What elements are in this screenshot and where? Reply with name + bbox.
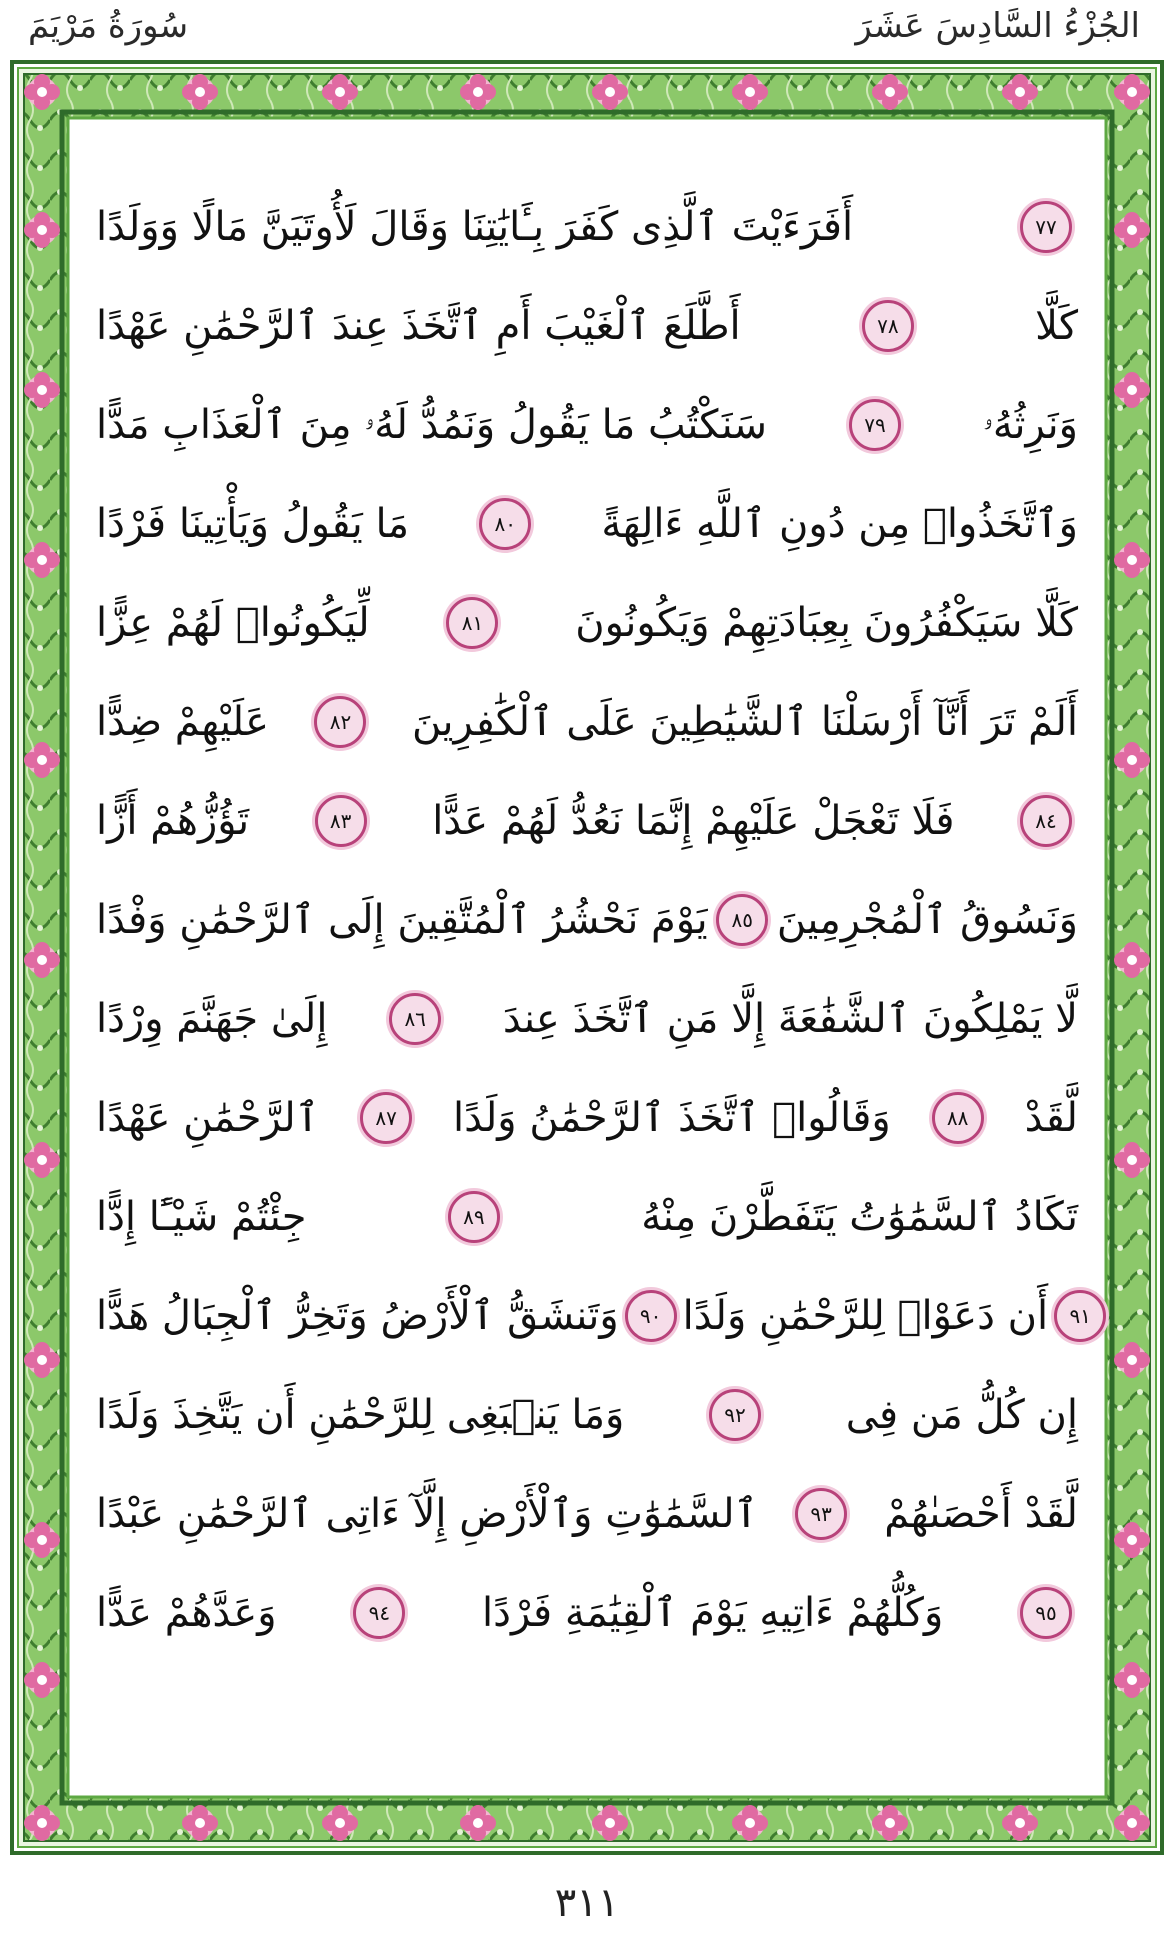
verse-text: كَلَّا [1035,303,1078,349]
text-line [96,376,1078,474]
verse-text: عَلَيْهِمْ ضِدًّا [96,699,270,745]
verse-text: كَلَّا سَيَكْفُرُونَ بِعِبَادَتِهِمْ وَيَكُونُونَ [575,600,1078,646]
verse-text: فَلَا تَعْجَلْ عَلَيْهِمْ إِنَّمَا نَعُدُّ لَهُمْ عَدًّا [432,798,955,844]
ayah-number-marker: ٨٣ [315,795,367,847]
ayah-number-marker: ٩٢ [709,1389,761,1441]
text-line [96,1168,1078,1266]
verse-text: ٱلسَّمَٰوَٰتِ وَٱلْأَرْضِ إِلَّآ ءَاتِى ٱلرَّحْمَٰنِ عَبْدًا [96,1491,758,1537]
verse-text: وَتَنشَقُّ ٱلْأَرْضُ وَتَخِرُّ ٱلْجِبَالُ هَدًّا [96,1293,619,1339]
verse-text: وَنَسُوقُ ٱلْمُجْرِمِينَ [776,897,1078,943]
verse-text: جِئْتُمْ شَيْـًٔا إِدًّا [96,1194,307,1240]
verse-text: وَمَا يَنۢبَغِى لِلرَّحْمَٰنِ أَن يَتَّخِذَ وَلَدًا [96,1392,625,1438]
verse-text: أَطَّلَعَ ٱلْغَيْبَ أَمِ ٱتَّخَذَ عِندَ ٱلرَّحْمَٰنِ عَهْدًا [96,303,741,349]
verse-text: وَقَالُوا۟ ٱتَّخَذَ ٱلرَّحْمَٰنُ وَلَدًا [453,1095,891,1141]
text-line [96,1564,1078,1662]
ayah-number-marker: ٨٦ [389,993,441,1045]
text-line [96,1465,1078,1563]
text-line [96,1366,1078,1464]
verse-text: وَٱتَّخَذُوا۟ مِن دُونِ ٱللَّهِ ءَالِهَةً [601,501,1078,547]
text-line [96,178,1078,276]
ayah-number-marker: ٨٨ [932,1092,984,1144]
verse-text: وَعَدَّهُمْ عَدًّا [96,1590,277,1636]
verse-text: مَا يَقُولُ وَيَأْتِينَا فَرْدًا [96,501,410,547]
ayah-number-marker: ٨١ [446,597,498,649]
verse-text: وَكُلُّهُمْ ءَاتِيهِ يَوْمَ ٱلْقِيَٰمَةِ فَرْدًا [482,1590,944,1636]
text-line [96,1069,1078,1167]
text-line [96,673,1078,771]
text-line [96,1267,1091,1365]
text-line [96,871,1078,969]
surah-title: سُورَةُ مَرْيَمَ [28,6,189,46]
ayah-number-marker: ٩٣ [795,1488,847,1540]
verse-text: ٱلرَّحْمَٰنِ عَهْدًا [96,1095,320,1141]
verse-text: لِّيَكُونُوا۟ لَهُمْ عِزًّا [96,600,370,646]
verse-text: لَّقَدْ [1024,1095,1078,1141]
ayah-number-marker: ٨٢ [314,696,366,748]
text-line [96,574,1078,672]
verse-text: تَؤُزُّهُمْ أَزًّا [96,798,250,844]
ayah-number-marker: ٧٨ [862,300,914,352]
ayah-number-marker: ٩١ [1054,1290,1106,1342]
ayah-number-marker: ٨٧ [360,1092,412,1144]
verse-text: أَفَرَءَيْتَ ٱلَّذِى كَفَرَ بِـَٔايَٰتِنَا وَقَالَ لَأُوتَيَنَّ مَالًا وَوَلَدًا [96,204,854,250]
text-line [96,475,1078,573]
verse-text: إِن كُلُّ مَن فِى [845,1392,1078,1438]
text-line [96,970,1078,1068]
ayah-number-marker: ٧٧ [1020,201,1072,253]
verse-text: لَّقَدْ أَحْصَىٰهُمْ [884,1491,1078,1537]
juz-title: الجُزْءُ السَّادِسَ عَشَرَ [855,6,1140,46]
verse-text: أَلَمْ تَرَ أَنَّآ أَرْسَلْنَا ٱلشَّيَٰطِينَ عَلَى ٱلْكَٰفِرِينَ [411,699,1078,745]
ayah-number-marker: ٩٥ [1020,1587,1072,1639]
ayah-number-marker: ٧٩ [849,399,901,451]
verse-text: إِلَىٰ جَهَنَّمَ وِرْدًا [96,996,328,1042]
text-line [96,772,1078,870]
ayah-number-marker: ٩٤ [353,1587,405,1639]
ayah-number-marker: ٩٠ [625,1290,677,1342]
ayah-number-marker: ٨٥ [716,894,768,946]
verse-text: لَّا يَمْلِكُونَ ٱلشَّفَٰعَةَ إِلَّا مَنِ ٱتَّخَذَ عِندَ [502,996,1078,1042]
verse-text: وَنَرِثُهُۥ [982,402,1078,448]
verse-text: يَوْمَ نَحْشُرُ ٱلْمُتَّقِينَ إِلَى ٱلرَّحْمَٰنِ وَفْدًا [96,897,708,943]
verse-text: أَن دَعَوْا۟ لِلرَّحْمَٰنِ وَلَدًا [682,1293,1049,1339]
ayah-number-marker: ٨٩ [448,1191,500,1243]
verse-text: تَكَادُ ٱلسَّمَٰوَٰتُ يَتَفَطَّرْنَ مِنْهُ [641,1194,1078,1240]
ayah-number-marker: ٨٤ [1020,795,1072,847]
ayah-number-marker: ٨٠ [479,498,531,550]
page-number: ٣١١ [554,1880,620,1926]
text-line [96,277,1078,375]
verse-text: سَنَكْتُبُ مَا يَقُولُ وَنَمُدُّ لَهُۥ مِنَ ٱلْعَذَابِ مَدًّا [96,402,768,448]
